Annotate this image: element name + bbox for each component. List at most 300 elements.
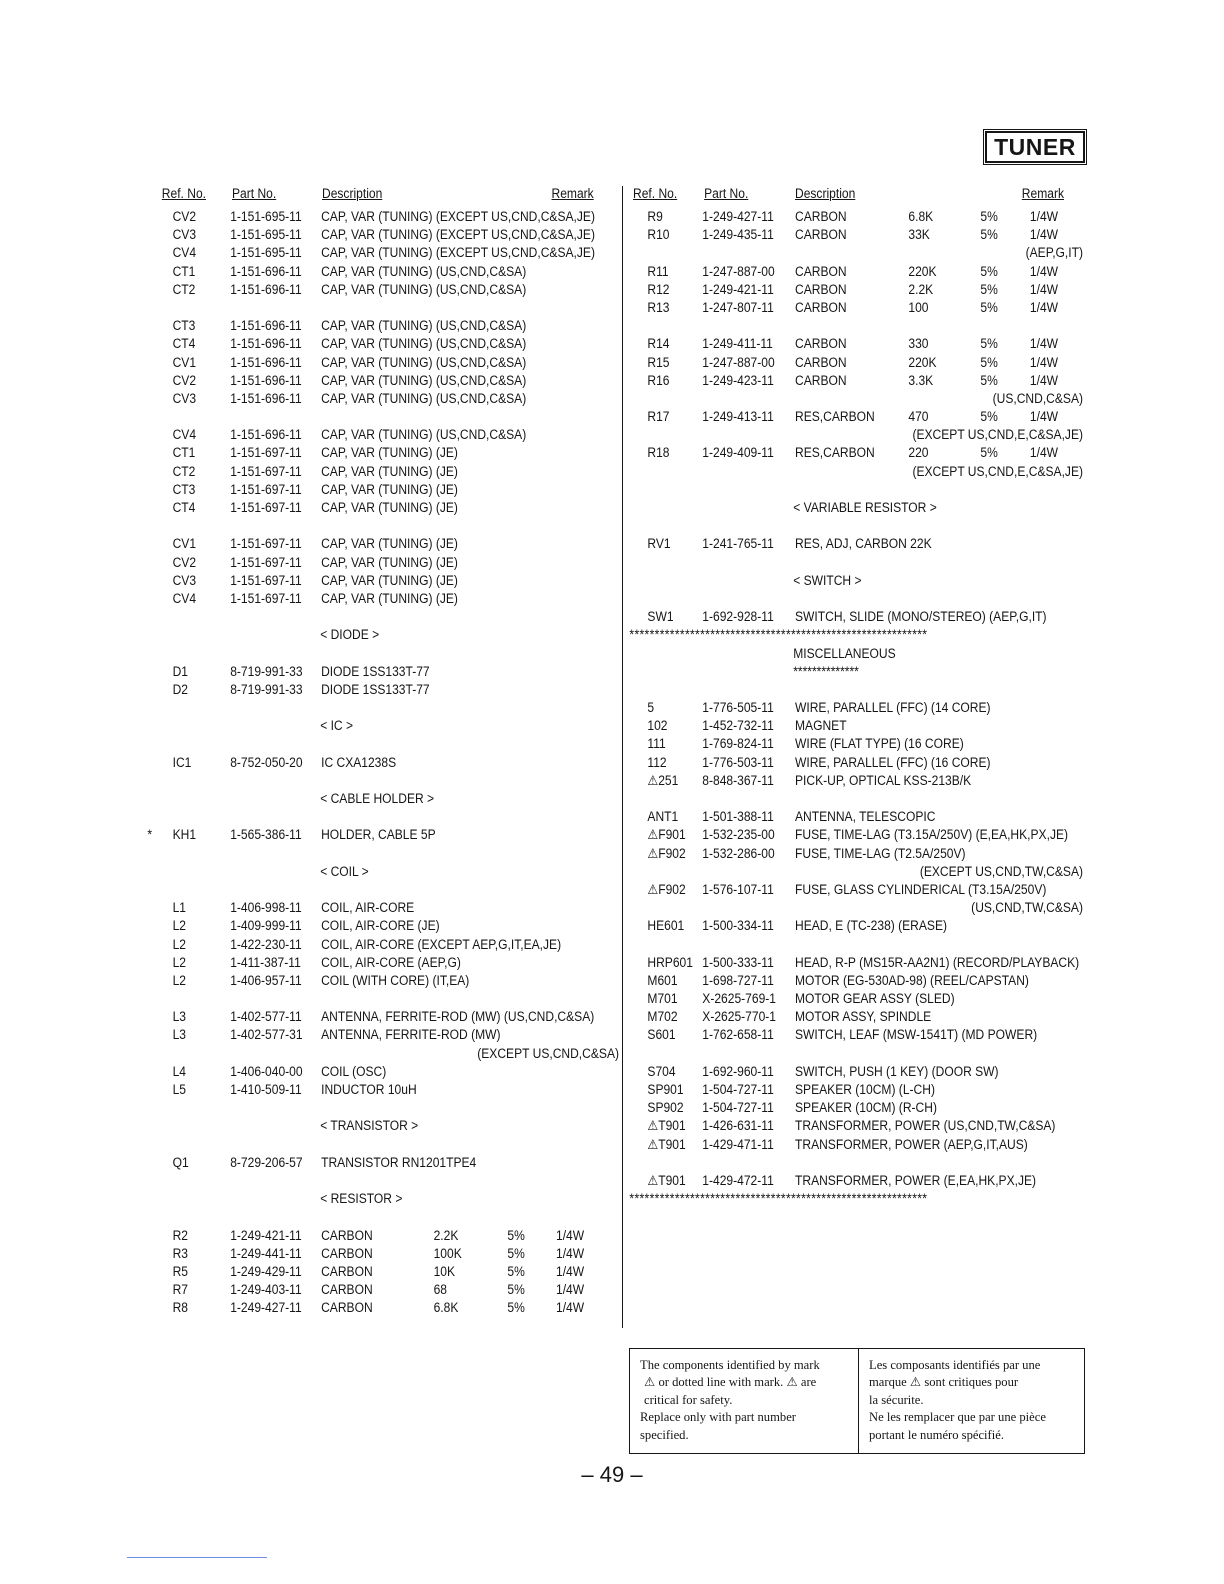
part-row xyxy=(160,1227,619,1245)
description: CARBON xyxy=(795,263,847,279)
ref-no: R2 xyxy=(172,1227,189,1243)
description: CAP, VAR (TUNING) (JE) xyxy=(321,500,458,515)
wattage: 1/4W xyxy=(1029,409,1059,425)
description: TRANSFORMER, POWER (AEP,G,IT,AUS) xyxy=(795,1136,1028,1152)
ref-no: CT1 xyxy=(172,445,196,461)
stars-text: *********************************************************** xyxy=(629,627,928,643)
tolerance: 5% xyxy=(980,372,998,388)
description: IC CXA1238S xyxy=(321,754,397,770)
part-row xyxy=(160,244,619,262)
part-row xyxy=(160,535,619,553)
part-row xyxy=(160,463,619,481)
ref-no: M702 xyxy=(647,1009,678,1025)
part-row xyxy=(633,772,1083,790)
part-no: 1-776-503-11 xyxy=(702,754,774,770)
section-heading-ic xyxy=(160,717,619,735)
description: CARBON xyxy=(795,372,847,388)
header-part-no: Part No. xyxy=(232,186,277,201)
ref-no: CV2 xyxy=(172,372,197,388)
part-no: 1-410-509-11 xyxy=(230,1082,302,1097)
description: CAP, VAR (TUNING) (JE) xyxy=(321,463,458,479)
ref-no: R16 xyxy=(647,372,670,388)
part-no: X-2625-770-1 xyxy=(702,1009,777,1025)
description: HEAD, E (TC-238) (ERASE) xyxy=(795,918,948,934)
part-no: 1-151-697-11 xyxy=(230,445,302,461)
ref-no: R5 xyxy=(172,1263,189,1279)
part-no: 8-719-991-33 xyxy=(230,681,303,697)
tolerance: 5% xyxy=(980,281,998,297)
remark: (EXCEPT US,CND,TW,C&SA) xyxy=(919,863,1083,879)
description: COIL, AIR-CORE (JE) xyxy=(321,918,440,934)
ref-no: CT2 xyxy=(172,281,196,297)
description: WIRE (FLAT TYPE) (16 CORE) xyxy=(795,736,964,752)
part-no: 1-532-286-00 xyxy=(702,845,775,861)
column-divider xyxy=(622,186,623,1328)
part-no: 1-249-427-11 xyxy=(230,1300,302,1316)
description: CAP, VAR (TUNING) (US,CND,C&SA) xyxy=(321,354,527,370)
description: CARBON xyxy=(321,1300,373,1316)
ref-no: SP901 xyxy=(647,1082,684,1097)
section-heading-miscellaneous xyxy=(633,645,1083,663)
section-heading-diode xyxy=(160,626,619,644)
right-parts-column xyxy=(629,184,1083,1208)
ref-no: R8 xyxy=(172,1300,189,1316)
ref-no-with-warning-icon: ⚠251 xyxy=(647,772,679,788)
ref-no: M601 xyxy=(647,972,678,988)
part-no: 1-247-887-00 xyxy=(702,354,775,370)
section-label: < VARIABLE RESISTOR > xyxy=(793,500,937,515)
part-no: 1-249-427-11 xyxy=(702,209,774,224)
part-row xyxy=(633,845,1083,863)
part-row xyxy=(160,317,619,335)
part-row xyxy=(160,936,619,954)
wattage: 1/4W xyxy=(556,1245,585,1261)
new-part-mark: * xyxy=(147,827,153,843)
part-row xyxy=(160,972,619,990)
part-row xyxy=(160,426,619,444)
remark-row xyxy=(633,426,1083,444)
ref-no: L2 xyxy=(172,936,187,952)
notice-line: ⚠ or dotted line with mark. ⚠ are xyxy=(644,1375,817,1390)
description: RES,CARBON xyxy=(795,445,875,461)
remark-row xyxy=(633,463,1083,481)
part-no: 1-501-388-11 xyxy=(702,809,774,825)
section-heading-switch xyxy=(633,572,1083,590)
description: TRANSFORMER, POWER (US,CND,TW,C&SA) xyxy=(795,1118,1056,1134)
part-row xyxy=(160,281,619,299)
ref-no: CT2 xyxy=(172,463,196,479)
value: 220K xyxy=(908,354,937,370)
description: FUSE, TIME-LAG (T3.15A/250V) (E,EA,HK,PX,JE) xyxy=(795,827,1069,843)
description: PICK-UP, OPTICAL KSS-213B/K xyxy=(795,772,972,788)
part-no: 1-776-505-11 xyxy=(702,700,774,716)
description: CAP, VAR (TUNING) (US,CND,C&SA) xyxy=(321,372,527,388)
part-row xyxy=(633,608,1083,626)
part-row xyxy=(160,1245,619,1263)
part-no: 1-406-957-11 xyxy=(230,972,302,988)
part-row xyxy=(633,444,1083,462)
section-label: MISCELLANEOUS xyxy=(793,645,896,661)
ref-no: CV3 xyxy=(172,227,197,243)
part-no: 1-692-928-11 xyxy=(702,609,774,625)
part-row xyxy=(160,663,619,681)
remark-row xyxy=(633,390,1083,408)
description: SWITCH, PUSH (1 KEY) (DOOR SW) xyxy=(795,1063,999,1079)
wattage: 1/4W xyxy=(1029,354,1059,370)
description: CARBON xyxy=(795,281,847,297)
section-heading-underline xyxy=(633,663,1083,681)
part-row xyxy=(633,1026,1083,1044)
ref-no: CV4 xyxy=(172,427,197,443)
part-row xyxy=(633,408,1083,426)
part-row xyxy=(633,263,1083,281)
ref-no: IC1 xyxy=(172,754,192,770)
ref-no: L2 xyxy=(172,918,187,934)
part-no: 1-452-732-11 xyxy=(702,718,774,734)
description: CAP, VAR (TUNING) (JE) xyxy=(321,445,458,461)
part-row xyxy=(633,281,1083,299)
part-row xyxy=(633,372,1083,390)
ref-no: SW1 xyxy=(647,609,674,625)
part-no: 1-151-696-11 xyxy=(230,318,302,334)
part-row xyxy=(633,990,1083,1008)
part-no: 1-698-727-11 xyxy=(702,972,774,988)
ref-no-with-warning-icon: ⚠F901 xyxy=(647,827,686,843)
safety-notice-french xyxy=(859,1349,1084,1453)
part-no: 1-504-727-11 xyxy=(702,1100,774,1116)
part-no: 1-151-695-11 xyxy=(230,209,302,224)
ref-no: S704 xyxy=(647,1063,676,1079)
part-row xyxy=(160,1154,619,1172)
section-label: < RESISTOR > xyxy=(320,1191,403,1207)
value: 68 xyxy=(433,1282,448,1298)
part-row xyxy=(633,335,1083,353)
part-row xyxy=(160,263,619,281)
safety-notice-english xyxy=(630,1349,859,1453)
description: FUSE, GLASS CYLINDERICAL (T3.15A/250V) xyxy=(795,881,1047,897)
description: CARBON xyxy=(321,1263,373,1279)
part-no: 1-402-577-11 xyxy=(230,1009,302,1025)
part-no: 1-151-696-11 xyxy=(230,372,302,388)
part-no: 1-249-421-11 xyxy=(230,1227,302,1243)
part-row xyxy=(160,954,619,972)
part-no: 1-769-824-11 xyxy=(702,736,774,752)
part-row xyxy=(160,372,619,390)
separator-stars xyxy=(629,1190,1083,1208)
description: CAP, VAR (TUNING) (JE) xyxy=(321,481,458,497)
description: ANTENNA, FERRITE-ROD (MW) xyxy=(321,1027,501,1043)
ref-no: R7 xyxy=(172,1282,189,1298)
part-row xyxy=(160,444,619,462)
part-no: 1-692-960-11 xyxy=(702,1063,774,1079)
value: 10K xyxy=(433,1263,456,1279)
part-no: 1-406-040-00 xyxy=(230,1063,303,1079)
ref-no: 111 xyxy=(647,736,666,752)
part-no: 1-249-411-11 xyxy=(702,336,773,352)
page-number: – 49 – xyxy=(581,1462,643,1487)
description: FUSE, TIME-LAG (T2.5A/250V) xyxy=(795,845,966,861)
section-label: < SWITCH > xyxy=(793,572,862,588)
part-row xyxy=(633,1172,1083,1190)
tolerance: 5% xyxy=(507,1227,525,1243)
part-row xyxy=(160,754,619,772)
tolerance: 5% xyxy=(507,1300,525,1316)
section-title-box: TUNER xyxy=(985,131,1085,163)
wattage: 1/4W xyxy=(1029,336,1059,352)
part-row xyxy=(160,554,619,572)
ref-no: CV4 xyxy=(172,245,197,261)
remark-row xyxy=(633,899,1083,917)
description: INDUCTOR 10uH xyxy=(321,1082,417,1097)
description: COIL, AIR-CORE (EXCEPT AEP,G,IT,EA,JE) xyxy=(321,936,562,952)
part-no: 1-409-999-11 xyxy=(230,918,302,934)
description: MOTOR GEAR ASSY (SLED) xyxy=(795,991,955,1007)
section-label: < DIODE > xyxy=(320,627,380,643)
wattage: 1/4W xyxy=(1029,372,1059,388)
description: MOTOR (EG-530AD-98) (REEL/CAPSTAN) xyxy=(795,972,1029,988)
ref-no: R12 xyxy=(647,281,670,297)
part-row xyxy=(160,917,619,935)
description: CAP, VAR (TUNING) (US,CND,C&SA) xyxy=(321,390,527,406)
scan-artifact-line xyxy=(127,1557,267,1558)
part-row xyxy=(160,1081,619,1099)
description: CAP, VAR (TUNING) (EXCEPT US,CND,C&SA,JE) xyxy=(321,227,595,243)
part-no: 1-426-631-11 xyxy=(702,1118,774,1134)
part-no: 1-151-696-11 xyxy=(230,427,302,443)
value: 6.8K xyxy=(433,1300,459,1316)
part-no: 1-249-403-11 xyxy=(230,1282,302,1298)
value: 100K xyxy=(433,1245,462,1261)
part-no: 1-402-577-31 xyxy=(230,1027,303,1043)
notice-line: Ne les remplacer que par une pièce xyxy=(869,1410,1046,1425)
left-parts-column xyxy=(147,184,619,1317)
section-heading-variable-resistor xyxy=(633,499,1083,517)
notice-line: portant le numéro spécifié. xyxy=(869,1427,1004,1442)
part-row xyxy=(160,390,619,408)
part-row xyxy=(633,1117,1083,1135)
ref-no: R15 xyxy=(647,354,670,370)
wattage: 1/4W xyxy=(1029,445,1059,461)
wattage: 1/4W xyxy=(1029,263,1059,279)
part-row xyxy=(160,1008,619,1026)
separator-stars xyxy=(629,626,1083,644)
part-row xyxy=(633,1008,1083,1026)
right-column-header xyxy=(633,184,1083,208)
header-ref-no: Ref. No. xyxy=(633,186,678,201)
ref-no: RV1 xyxy=(647,536,671,552)
part-no: 1-151-696-11 xyxy=(230,336,302,352)
remark: (US,CND,C&SA) xyxy=(992,390,1083,406)
part-row xyxy=(633,535,1083,553)
notice-line: The components identified by mark xyxy=(640,1358,820,1372)
ref-no: CV2 xyxy=(172,554,197,570)
value: 33K xyxy=(908,227,930,243)
part-row xyxy=(160,208,619,226)
part-no: 1-249-435-11 xyxy=(702,227,774,243)
description: CAP, VAR (TUNING) (JE) xyxy=(321,572,458,588)
part-row xyxy=(160,226,619,244)
description: CAP, VAR (TUNING) (EXCEPT US,CND,C&SA,JE) xyxy=(321,209,595,224)
ref-no: R3 xyxy=(172,1245,189,1261)
description: HEAD, R-P (MS15R-AA2N1) (RECORD/PLAYBACK) xyxy=(795,954,1080,970)
part-row xyxy=(633,881,1083,899)
description: TRANSFORMER, POWER (E,EA,HK,PX,JE) xyxy=(795,1172,1037,1188)
part-row xyxy=(633,208,1083,226)
ref-no: R10 xyxy=(647,227,670,243)
ref-no: S601 xyxy=(647,1027,676,1043)
remark: (EXCEPT US,CND,E,C&SA,JE) xyxy=(912,463,1083,479)
ref-no: M701 xyxy=(647,991,678,1007)
section-label: < CABLE HOLDER > xyxy=(320,791,435,806)
description: CAP, VAR (TUNING) (US,CND,C&SA) xyxy=(321,281,527,297)
section-label: < IC > xyxy=(320,718,354,734)
part-row xyxy=(160,1026,619,1044)
description: CAP, VAR (TUNING) (US,CND,C&SA) xyxy=(321,336,527,352)
description: CAP, VAR (TUNING) (JE) xyxy=(321,536,458,552)
description: CARBON xyxy=(321,1227,373,1243)
description: CARBON xyxy=(795,336,847,352)
header-description: Description xyxy=(795,186,856,201)
ref-no: CV3 xyxy=(172,390,197,406)
part-no: 1-762-658-11 xyxy=(702,1027,774,1043)
description: RES, ADJ, CARBON 22K xyxy=(795,536,932,552)
notice-line: marque ⚠ sont critiques pour xyxy=(869,1375,1019,1390)
ref-no-with-warning-icon: ⚠F902 xyxy=(647,881,686,897)
part-row xyxy=(633,226,1083,244)
description: ANTENNA, TELESCOPIC xyxy=(795,809,936,825)
part-row xyxy=(160,1063,619,1081)
description: CARBON xyxy=(795,299,847,315)
part-row xyxy=(147,826,619,844)
part-no: 1-565-386-11 xyxy=(230,827,302,843)
description: CAP, VAR (TUNING) (US,CND,C&SA) xyxy=(321,263,527,279)
part-row xyxy=(633,808,1083,826)
tolerance: 5% xyxy=(980,354,998,370)
ref-no: D2 xyxy=(172,681,189,697)
part-no: 1-151-696-11 xyxy=(230,390,302,406)
description: HOLDER, CABLE 5P xyxy=(321,827,436,843)
safety-notice-box xyxy=(629,1348,1085,1454)
value: 220K xyxy=(908,263,937,279)
part-no: 8-729-206-57 xyxy=(230,1154,303,1170)
value: 100 xyxy=(908,299,929,315)
tolerance: 5% xyxy=(507,1263,525,1279)
ref-no: CT3 xyxy=(172,481,196,497)
value: 2.2K xyxy=(433,1227,459,1243)
section-heading-transistor xyxy=(160,1117,619,1135)
ref-no: R11 xyxy=(647,263,669,279)
ref-no: R13 xyxy=(647,299,670,315)
ref-no: CV1 xyxy=(172,354,197,370)
ref-no: L1 xyxy=(172,900,187,916)
wattage: 1/4W xyxy=(1029,281,1059,297)
tolerance: 5% xyxy=(507,1282,525,1298)
wattage: 1/4W xyxy=(556,1263,585,1279)
part-no: 1-504-727-11 xyxy=(702,1082,774,1097)
ref-no: R18 xyxy=(647,445,670,461)
tolerance: 5% xyxy=(980,336,998,352)
description: CAP, VAR (TUNING) (EXCEPT US,CND,C&SA,JE) xyxy=(321,245,595,261)
part-row xyxy=(633,917,1083,935)
wattage: 1/4W xyxy=(1029,299,1059,315)
ref-no: CT4 xyxy=(172,336,196,352)
description: SPEAKER (10CM) (L-CH) xyxy=(795,1082,935,1097)
description: DIODE 1SS133T-77 xyxy=(321,663,430,679)
part-row xyxy=(633,299,1083,317)
ref-no: L5 xyxy=(172,1082,187,1097)
part-row xyxy=(633,754,1083,772)
tolerance: 5% xyxy=(980,409,998,425)
value: 3.3K xyxy=(908,372,934,388)
tolerance: 5% xyxy=(507,1245,525,1261)
wattage: 1/4W xyxy=(1029,209,1059,224)
ref-no: R14 xyxy=(647,336,670,352)
ref-no: L3 xyxy=(172,1009,187,1025)
part-row xyxy=(633,1081,1083,1099)
part-no: 1-151-697-11 xyxy=(230,481,302,497)
part-row xyxy=(633,699,1083,717)
part-no: 1-151-696-11 xyxy=(230,263,302,279)
part-no: 1-249-429-11 xyxy=(230,1263,302,1279)
part-row xyxy=(633,1099,1083,1117)
part-no: 1-247-807-11 xyxy=(702,299,774,315)
part-no: 1-151-697-11 xyxy=(230,554,302,570)
wattage: 1/4W xyxy=(1029,227,1059,243)
notice-line: la sécurite. xyxy=(869,1392,924,1407)
description: RES,CARBON xyxy=(795,409,875,425)
part-no: 1-406-998-11 xyxy=(230,900,302,916)
remark-row xyxy=(160,1045,619,1063)
remark: (US,CND,TW,C&SA) xyxy=(971,900,1083,916)
part-row xyxy=(633,717,1083,735)
ref-no-with-warning-icon: ⚠T901 xyxy=(647,1118,686,1134)
remark: (AEP,G,IT) xyxy=(1025,245,1083,261)
description: CAP, VAR (TUNING) (JE) xyxy=(321,590,458,606)
description: SPEAKER (10CM) (R-CH) xyxy=(795,1100,937,1116)
part-no: 1-247-887-00 xyxy=(702,263,775,279)
part-row xyxy=(633,954,1083,972)
part-row xyxy=(160,590,619,608)
part-no: X-2625-769-1 xyxy=(702,991,777,1007)
part-no: 1-500-334-11 xyxy=(702,918,774,934)
notice-line: critical for safety. xyxy=(644,1392,733,1407)
ref-no: KH1 xyxy=(172,827,197,843)
part-row xyxy=(160,572,619,590)
description: COIL, AIR-CORE (AEP,G) xyxy=(321,954,461,970)
part-no: 8-752-050-20 xyxy=(230,754,303,770)
description: DIODE 1SS133T-77 xyxy=(321,681,430,697)
part-no: 1-151-695-11 xyxy=(230,245,302,261)
part-row xyxy=(160,354,619,372)
ref-no: R17 xyxy=(647,409,670,425)
part-no: 1-429-472-11 xyxy=(702,1172,774,1188)
value: 330 xyxy=(908,336,929,352)
part-row xyxy=(633,826,1083,844)
wattage: 1/4W xyxy=(556,1300,585,1316)
ref-no: L4 xyxy=(172,1063,187,1079)
part-no: 1-249-409-11 xyxy=(702,445,774,461)
tolerance: 5% xyxy=(980,445,998,461)
part-no: 1-576-107-11 xyxy=(702,881,774,897)
left-column-header xyxy=(160,184,619,208)
part-row xyxy=(633,1136,1083,1154)
part-row xyxy=(160,481,619,499)
part-no: 1-249-423-11 xyxy=(702,372,774,388)
ref-no: Q1 xyxy=(172,1154,189,1170)
ref-no: CT3 xyxy=(172,318,196,334)
part-no: 1-151-697-11 xyxy=(230,590,302,606)
part-row xyxy=(633,972,1083,990)
